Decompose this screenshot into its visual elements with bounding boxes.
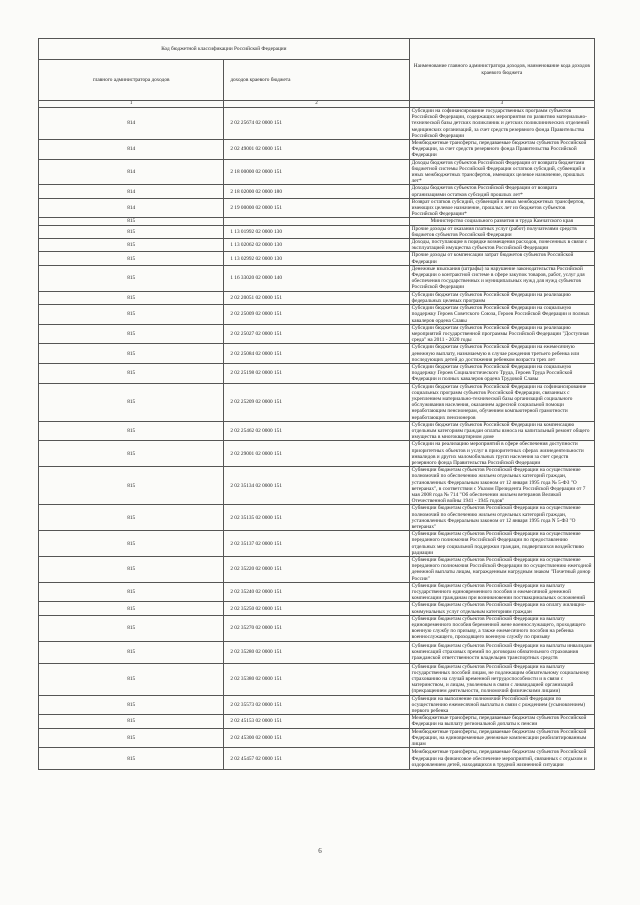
- table-row: [39, 505, 595, 531]
- table-row: [39, 602, 595, 615]
- admin-code-cell: 815: [39, 363, 224, 383]
- name-column-header: Наименование главного администратора доходов, наименование кода доходов краевого бюджета: [409, 39, 594, 101]
- table-row: [39, 557, 595, 583]
- description-cell: Министерство социального развития и труда Камчатского края: [409, 218, 594, 225]
- admin-code-cell: 815: [39, 218, 224, 225]
- revenue-code-cell: 2 19 00000 02 0000 151: [224, 198, 409, 218]
- description-cell: Субвенции бюджетам субъектов Российской Федерации на осуществление переданного полномочия Российской Федерации по осуществлению ежегодной денежной выплаты лицам, награжденным нагрудным знаком "Почетный донор России": [409, 557, 594, 583]
- admin-code-cell: 815: [39, 291, 224, 304]
- column-number: 2: [224, 101, 409, 108]
- description-cell: Субсидии бюджетам субъектов Российской Федерации на социальную поддержку Героев Социалистического Труда, Героев Труда Российской Федерации и полных кавалеров ордена Трудовой Славы: [409, 363, 594, 383]
- admin-code-cell: 815: [39, 728, 224, 748]
- admin-code-cell: 815: [39, 615, 224, 641]
- admin-code-cell: 815: [39, 557, 224, 583]
- table-row: [39, 225, 595, 238]
- description-cell: Доходы бюджетов субъектов Российской Федерации от возврата организациями остатков субсидий прошлых лет*: [409, 185, 594, 198]
- revenue-code-cell: 1 13 02992 02 0000 130: [224, 252, 409, 265]
- admin-code-cell: 814: [39, 140, 224, 160]
- revenue-code-cell: 2 02 25009 02 0000 151: [224, 305, 409, 325]
- description-cell: Денежные взыскания (штрафы) за нарушение законодательства Российской Федерации о контрактной системе в сфере закупок товаров, работ, услуг для обеспечения государственных и муниципальных нужд для нужд субъектов Российской Федерации: [409, 265, 594, 291]
- description-cell: Прочие доходы от оказания платных услуг (работ) получателями средств бюджетов субъектов Российской Федерации: [409, 225, 594, 238]
- revenue-code-cell: 2 02 35240 02 0000 151: [224, 582, 409, 602]
- revenue-code-cell: 2 02 35270 02 0000 151: [224, 615, 409, 641]
- column-number: 3: [409, 101, 594, 108]
- table-row: [39, 421, 595, 441]
- description-cell: Субвенции бюджетам субъектов Российской Федерации на осуществление переданного полномочия Российской Федерации по предоставлению отдельных мер социальной поддержки граждан, подвергшихся воздействию радиации: [409, 531, 594, 557]
- description-cell: Субвенции бюджетам субъектов Российской Федерации на оплату жилищно-коммунальных услуг отдельным категориям граждан: [409, 602, 594, 615]
- admin-code-cell: 815: [39, 695, 224, 715]
- table-row: [39, 305, 595, 325]
- budget-classification-header: Код бюджетной классификации Российской Федерации: [39, 39, 410, 60]
- admin-code-cell: 815: [39, 505, 224, 531]
- revenue-code-cell: 2 02 45457 02 0000 151: [224, 748, 409, 770]
- table-row: [39, 344, 595, 364]
- revenue-code-cell: 2 02 25674 02 0000 151: [224, 108, 409, 140]
- description-cell: Субвенции бюджетам субъектов Российской Федерации на выплату государственных пособий лицам, не подлежащим обязательному социальному страхованию на случай временной нетрудоспособности и в связи с материнством, и лицам, уволенным в связи с ликвидацией организаций (прекращением деятельности, полномочий физическими лицами): [409, 663, 594, 695]
- table-row: [39, 715, 595, 728]
- revenue-code-cell: 2 02 25209 02 0000 151: [224, 383, 409, 421]
- description-cell: Субсидии бюджетам субъектов Российской Федерации на ежемесячную денежную выплату, назначаемую в случае рождения третьего ребенка или последующих детей до достижения ребенком возраста трех лет: [409, 344, 594, 364]
- description-cell: Межбюджетные трансферты, передаваемые бюджетам субъектов Российской Федерации, на единовременные денежные компенсации реабилитированным лицам: [409, 728, 594, 748]
- admin-code-cell: 815: [39, 225, 224, 238]
- table-row: [39, 159, 595, 185]
- admin-code-cell: 815: [39, 602, 224, 615]
- description-cell: Субсидии на софинансирование государственных программ субъектов Российской Федерации, содержащих мероприятия по развитию материально-технической базы детских поликлиник и детских поликлинических отделений медицинских организаций, за счет средств резервного фонда Правительства Российской Федерации: [409, 108, 594, 140]
- admin-code-cell: 814: [39, 198, 224, 218]
- table-row: [39, 663, 595, 695]
- revenue-code-cell: 2 18 00000 02 0000 151: [224, 159, 409, 185]
- description-cell: Субвенции бюджетам субъектов Российской Федерации на выплату государственного единовременного пособия и ежемесячной денежной компенсации гражданам при возникновении поствакцинальных осложнений: [409, 582, 594, 602]
- description-cell: Субвенции на выполнение полномочий Российской Федерации по осуществлению ежемесячной выплаты в связи с рождением (усыновлением) первого ребенка: [409, 695, 594, 715]
- admin-code-cell: 815: [39, 715, 224, 728]
- revenue-code-cell: 2 02 25084 02 0000 151: [224, 344, 409, 364]
- description-cell: Субвенции бюджетам субъектов Российской Федерации на осуществление полномочий по обеспечению жильем отдельных категорий граждан, установленных Федеральным законом от 12 января 1995 года N 5-ФЗ "О ветеранах": [409, 505, 594, 531]
- table-row: [39, 383, 595, 421]
- description-cell: Субсидии бюджетам субъектов Российской Федерации на социальную поддержку Героев Советского Союза, Героев Российской Федерации и полных кавалеров ордена Славы: [409, 305, 594, 325]
- revenue-code-cell: 2 02 35380 02 0000 151: [224, 663, 409, 695]
- admin-code-cell: 814: [39, 108, 224, 140]
- description-cell: Субсидии бюджетам субъектов Российской Федерации на реализацию федеральных целевых программ: [409, 291, 594, 304]
- table-row: [39, 185, 595, 198]
- table-row: [39, 218, 595, 225]
- revenue-code-cell: 2 02 35134 02 0000 151: [224, 467, 409, 505]
- description-cell: Межбюджетные трансферты, передаваемые бюджетам субъектов Российской Федерации на финансовое обеспечение мероприятий, связанных с отдыхом и оздоровлением детей, находящихся в трудной жизненной ситуации: [409, 748, 594, 770]
- revenue-code-cell: 2 18 02000 02 0000 180: [224, 185, 409, 198]
- description-cell: Субвенции бюджетам субъектов Российской Федерации на выплату единовременного пособия беременной жене военнослужащего, проходящего военную службу по призыву, а также ежемесячного пособия на ребенка военнослужащего, проходящего военную службу по призыву: [409, 615, 594, 641]
- table-row: [39, 615, 595, 641]
- description-cell: Возврат остатков субсидий, субвенций и иных межбюджетных трансфертов, имеющих целевое назначение, прошлых лет из бюджетов субъектов Российской Федерации*: [409, 198, 594, 218]
- table-row: [39, 641, 595, 663]
- revenue-code-cell: 2 02 35220 02 0000 151: [224, 557, 409, 583]
- revenue-code-cell: 2 02 29001 02 0000 151: [224, 441, 409, 467]
- table-row: [39, 291, 595, 304]
- revenue-code-cell: 2 02 25462 02 0000 151: [224, 421, 409, 441]
- table-row: [39, 695, 595, 715]
- table-row: [39, 363, 595, 383]
- description-cell: Доходы, поступающие в порядке возмещения расходов, понесенных в связи с эксплуатацией имущества субъектов Российской Федерации: [409, 239, 594, 252]
- revenue-code-cell: [224, 218, 409, 225]
- budget-codes-table: [38, 38, 595, 770]
- table-body: [39, 108, 595, 770]
- table-row: [39, 198, 595, 218]
- admin-code-cell: 815: [39, 305, 224, 325]
- description-cell: Субсидии бюджетам субъектов Российской Федерации на реализацию мероприятий государственной программы Российской Федерации "Доступная среда" на 2011 - 2020 годы: [409, 324, 594, 344]
- revenue-code-cell: 2 02 25027 02 0000 151: [224, 324, 409, 344]
- admin-code-cell: 815: [39, 641, 224, 663]
- revenue-code-cell: 2 02 45153 02 0000 151: [224, 715, 409, 728]
- description-cell: Субвенции бюджетам субъектов Российской Федерации на выплаты инвалидам компенсаций страховых премий по договорам обязательного страхования гражданской ответственности владельцев транспортных средств: [409, 641, 594, 663]
- admin-code-cell: 814: [39, 159, 224, 185]
- revenue-code-cell: 2 02 35573 02 0000 151: [224, 695, 409, 715]
- revenue-code-cell: 2 02 35250 02 0000 151: [224, 602, 409, 615]
- revenue-code-cell: 2 02 35137 02 0000 151: [224, 531, 409, 557]
- revenue-code-cell: 1 16 33020 02 0000 140: [224, 265, 409, 291]
- page-number: 6: [318, 847, 322, 855]
- admin-code-cell: 815: [39, 265, 224, 291]
- description-cell: Субсидии бюджетам субъектов Российской Федерации на софинансирование социальных программ субъектов Российской Федерации, связанных с укреплением материально-технической базы организаций социального обслуживания населения, оказанием адресной социальной помощи неработающим пенсионерам, обучением компьютерной грамотности неработающих пенсионеров: [409, 383, 594, 421]
- table-row: [39, 239, 595, 252]
- table-row: [39, 582, 595, 602]
- revenue-code-cell: 2 02 35280 02 0000 151: [224, 641, 409, 663]
- admin-code-cell: 815: [39, 344, 224, 364]
- revenue-code-cell: 2 02 49001 02 0000 151: [224, 140, 409, 160]
- admin-code-cell: 815: [39, 383, 224, 421]
- table-row: [39, 265, 595, 291]
- table-row: [39, 108, 595, 140]
- table-row: [39, 748, 595, 770]
- admin-code-cell: 815: [39, 421, 224, 441]
- admin-code-cell: 815: [39, 663, 224, 695]
- revenue-code-cell: 2 02 20051 02 0000 151: [224, 291, 409, 304]
- table-row: [39, 728, 595, 748]
- description-cell: Межбюджетные трансферты, передаваемые бюджетам субъектов Российской Федерации, за счет средств резервного фонда Правительства Российской Федерации: [409, 140, 594, 160]
- description-cell: Доходы бюджетов субъектов Российской Федерации от возврата бюджетами бюджетной системы Российской Федерации остатков субсидий, субвенций и иных межбюджетных трансфертов, имеющих целевое назначение, прошлых лет*: [409, 159, 594, 185]
- description-cell: Субвенции бюджетам субъектов Российской Федерации на осуществление полномочий по обеспечению жильем отдельных категорий граждан, установленных Федеральным законом от 12 января 1995 года № 5-ФЗ "О ветеранах", в соответствии с Указом Президента Российской Федерации от 7 мая 2008 года № 714 "Об обеспечении жильем ветеранов Великой Отечественной войны 1941 - 1945 годов": [409, 467, 594, 505]
- admin-code-cell: 815: [39, 582, 224, 602]
- revenue-code-cell: 2 02 25198 02 0000 151: [224, 363, 409, 383]
- revenue-code-cell: 2 02 35135 02 0000 151: [224, 505, 409, 531]
- table-row: [39, 531, 595, 557]
- admin-code-cell: 815: [39, 441, 224, 467]
- admin-code-cell: 815: [39, 748, 224, 770]
- admin-code-cell: 814: [39, 185, 224, 198]
- description-cell: Субсидии бюджетам субъектов Российской Федерации на компенсацию отдельным категориям граждан оплаты взноса на капитальный ремонт общего имущества в многоквартирном доме: [409, 421, 594, 441]
- code-column-header: доходов краевого бюджета: [224, 60, 409, 101]
- table-row: [39, 140, 595, 160]
- revenue-code-cell: 1 13 01992 02 0000 130: [224, 225, 409, 238]
- admin-code-cell: 815: [39, 467, 224, 505]
- column-number: 1: [39, 101, 224, 108]
- admin-code-cell: 815: [39, 252, 224, 265]
- table-row: [39, 441, 595, 467]
- table-row: [39, 324, 595, 344]
- description-cell: Прочие доходы от компенсации затрат бюджетов субъектов Российской Федерации: [409, 252, 594, 265]
- admin-code-cell: 815: [39, 324, 224, 344]
- description-cell: Межбюджетные трансферты, передаваемые бюджетам субъектов Российской Федерации на выплату региональной доплаты к пенсии: [409, 715, 594, 728]
- revenue-code-cell: 1 13 02062 02 0000 130: [224, 239, 409, 252]
- table-row: [39, 252, 595, 265]
- description-cell: Субсидии на реализацию мероприятий в сфере обеспечения доступности приоритетных объектов и услуг в приоритетных сферах жизнедеятельности инвалидов и других маломобильных групп населения за счет средств резервного фонда Правительства Российской Федерации: [409, 441, 594, 467]
- admin-code-cell: 815: [39, 239, 224, 252]
- admin-code-cell: 815: [39, 531, 224, 557]
- revenue-code-cell: 2 02 45300 02 0000 151: [224, 728, 409, 748]
- table-row: [39, 467, 595, 505]
- admin-column-header: главного администратора доходов: [39, 60, 224, 101]
